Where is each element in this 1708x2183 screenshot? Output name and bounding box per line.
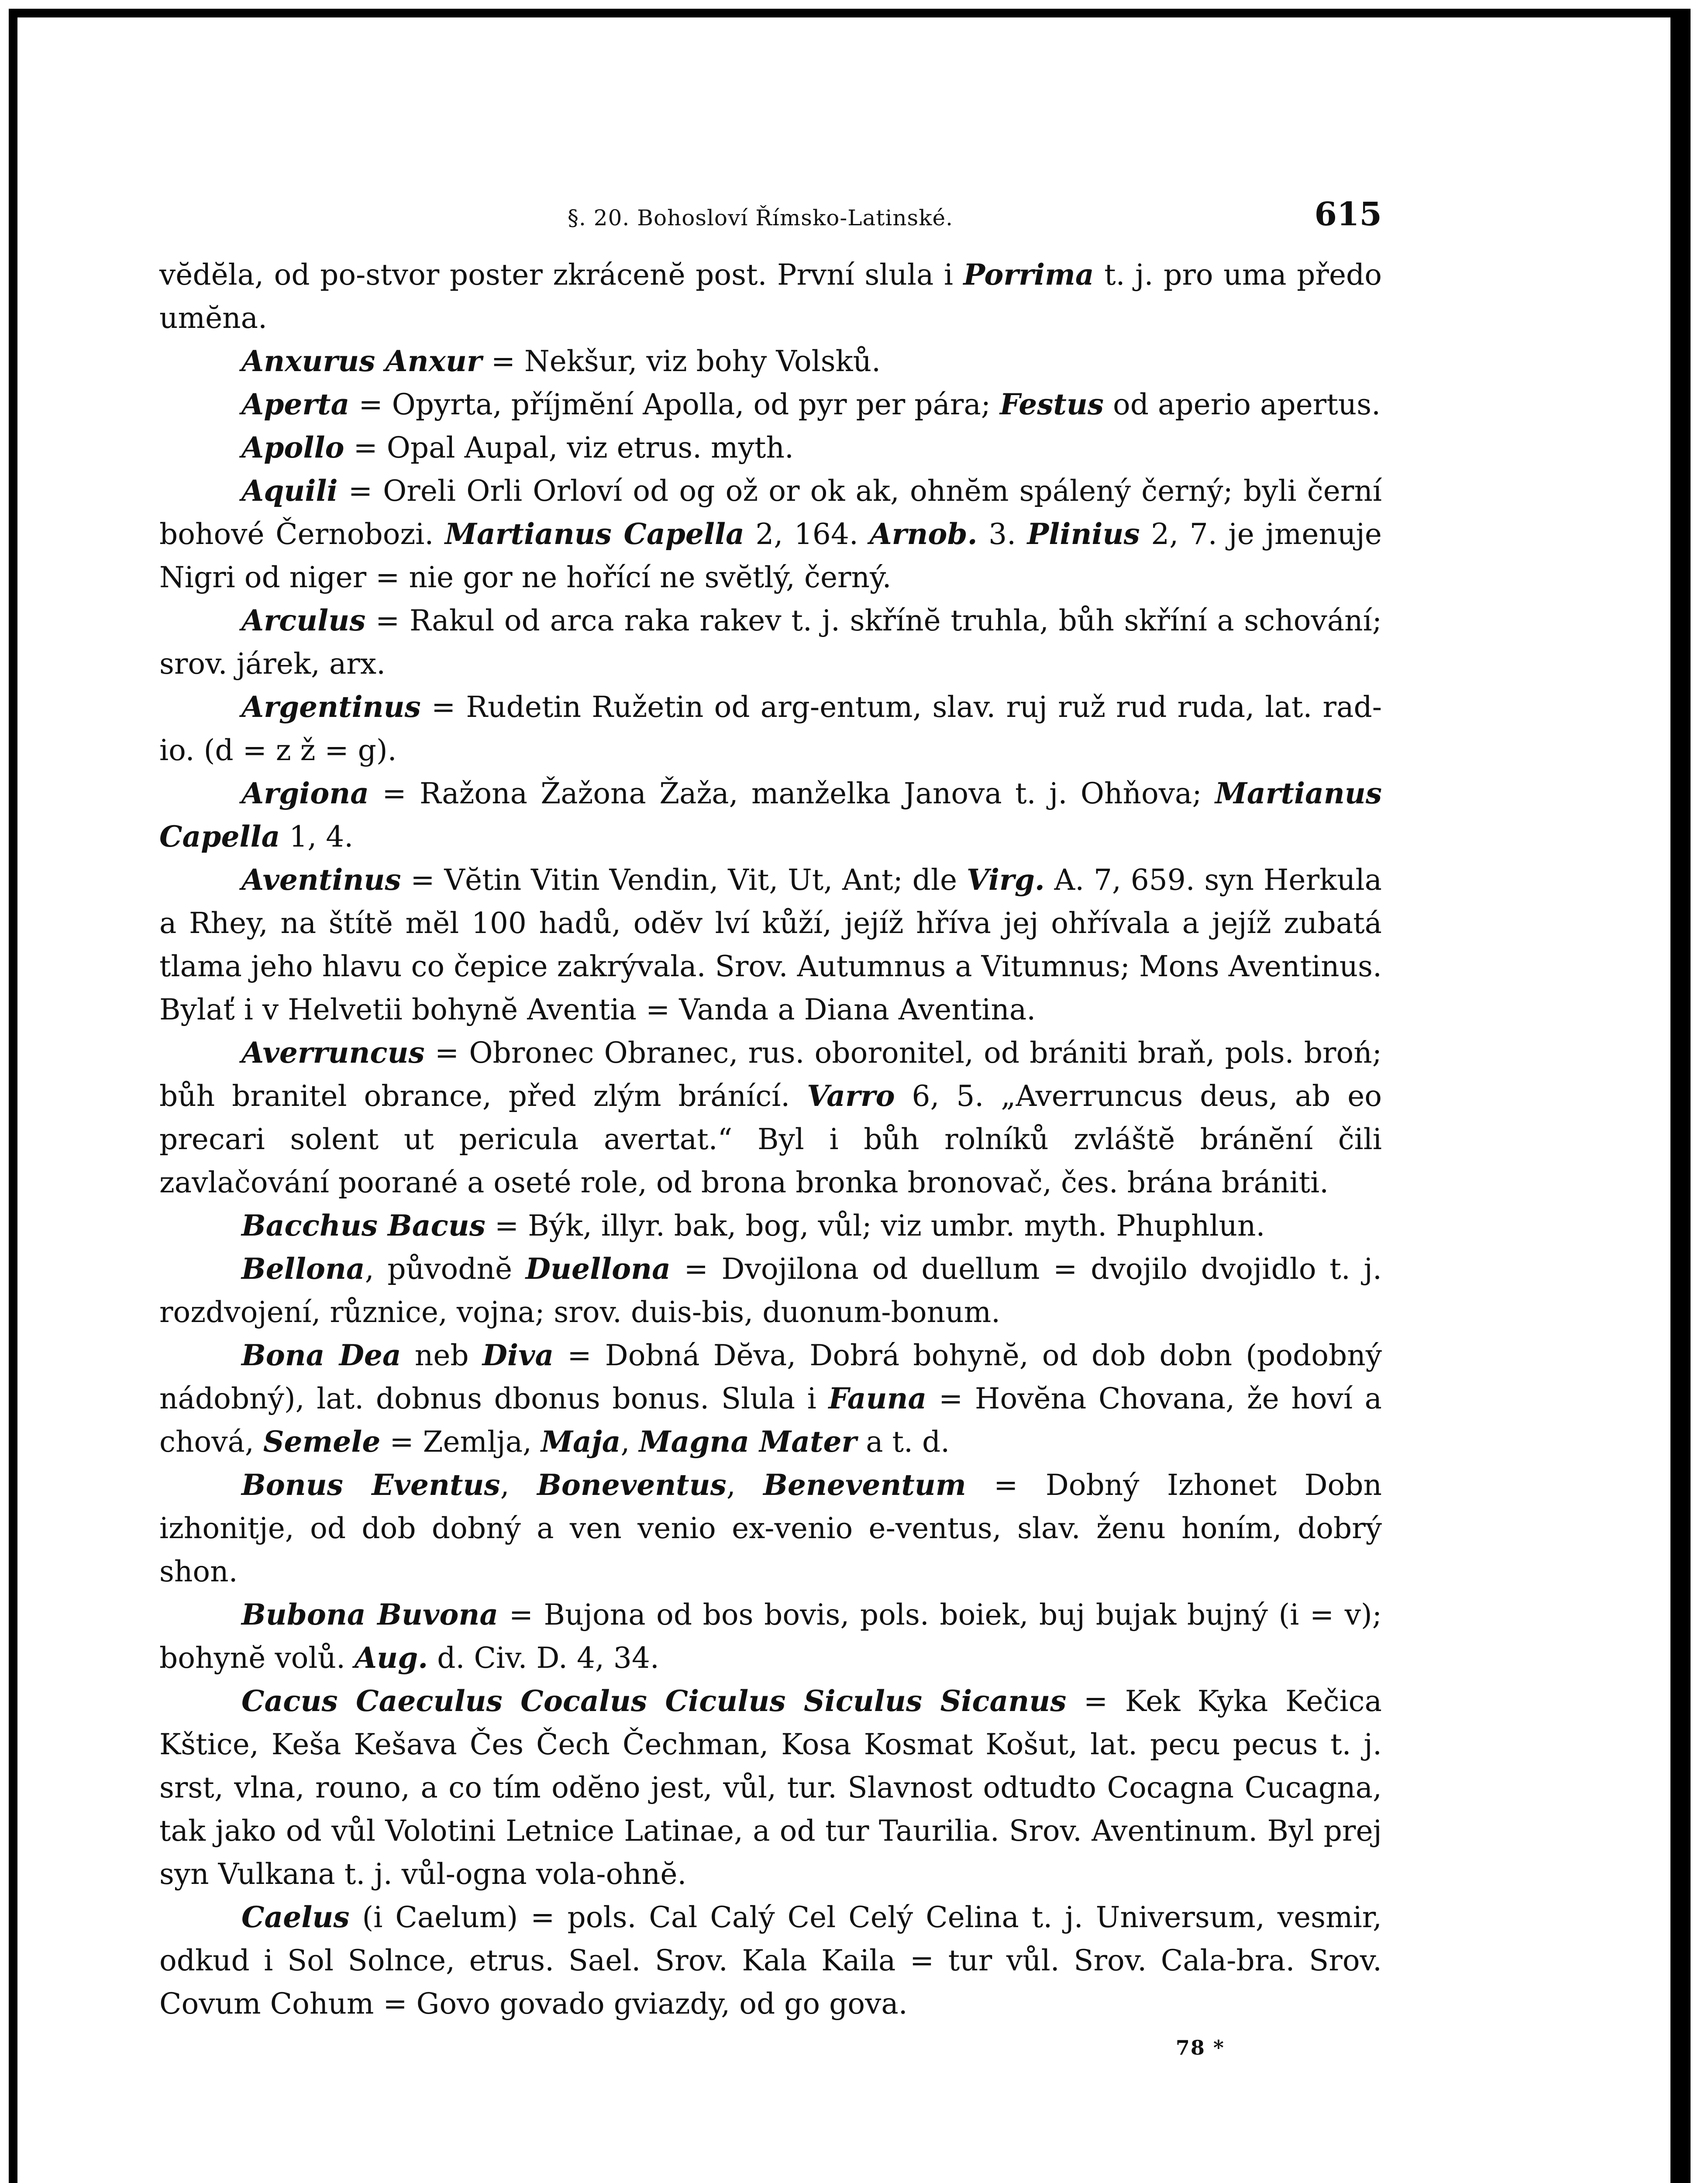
entry-text: = Vĕtin Vitin Vendin, Vit, Ut, Ant; dle xyxy=(401,863,967,897)
headword-italic: Boneventus xyxy=(537,1468,727,1502)
headword-italic: Festus xyxy=(1000,387,1104,421)
headword-italic: Argiona xyxy=(241,776,369,810)
continued-paragraph xyxy=(159,253,1382,340)
entry-text: = Oreli Orli Orloví od og ož or ok ak, ohnĕm spálený černý; byli černí bohové Černobozi. xyxy=(159,474,1382,551)
headword-italic: Aquili xyxy=(241,474,338,508)
glossary-entry xyxy=(159,1031,1382,1204)
headword-italic: Fauna xyxy=(828,1381,927,1415)
headword-italic: Magna Mater xyxy=(639,1425,857,1459)
headword-italic: Anxurus Anxur xyxy=(241,344,482,378)
entry-text: 6, 5. „Averruncus deus, ab eo precari solent ut pericula avertat.“ Byl i bůh rolníků zvláštĕ bránĕní čili zavlačování poorané a oseté role, od brona bronka bronovač, čes. brána brániti. xyxy=(159,1079,1382,1199)
entry-text: 1, 4. xyxy=(280,820,354,854)
entry-text: od aperio apertus. xyxy=(1104,388,1381,421)
glossary-entry xyxy=(159,1204,1382,1247)
glossary-entry xyxy=(159,383,1382,426)
entries-body xyxy=(159,253,1382,2025)
glossary-entry xyxy=(159,1463,1382,1593)
headword-italic: Diva xyxy=(482,1338,554,1372)
headword-italic: Arculus xyxy=(241,603,366,637)
headword-italic: Apollo xyxy=(241,430,344,465)
headword-italic: Bellona xyxy=(241,1252,365,1286)
glossary-entry xyxy=(159,1334,1382,1463)
entry-text: = Rakul od arca raka rakev t. j. skřínĕ truhla, bůh skříní a schování; srov. járek, arx. xyxy=(159,604,1382,681)
glossary-entry xyxy=(159,469,1382,599)
signature-mark: 78 * xyxy=(1175,2036,1225,2059)
headword-italic: Martianus Capella xyxy=(159,776,1382,854)
entry-text: (i Caelum) = pols. Cal Calý Cel Celý Celina t. j. Universum, vesmir, odkud i Sol Solnce, etrus. Sael. Srov. Kala Kaila = tur vůl. Srov. Cala-bra. Srov. Covum Cohum = Govo govado gviazdy, od go gova. xyxy=(159,1901,1382,2021)
headword-italic: Varro xyxy=(807,1079,895,1113)
headword-italic: Bubona Buvona xyxy=(241,1598,499,1632)
headword-italic: Martianus Capella xyxy=(444,517,744,551)
entry-text: , původnĕ xyxy=(365,1252,526,1286)
entry-text: = Ražona Žažona Žaža, manželka Janova t. j. Ohňova; xyxy=(368,777,1215,810)
entry-text: = Bujona od bos bovis, pols. boiek, buj bujak bujný (i = v); bohynĕ volů. xyxy=(159,1598,1382,1675)
entry-text: = Hovĕna Chovana, že hoví a chová, xyxy=(159,1382,1382,1459)
headword-italic: Bacchus Bacus xyxy=(241,1209,486,1243)
entry-text: = Rudetin Ružetin od arg-entum, slav. ruj ruž rud ruda, lat. rad-io. (d = z ž = g). xyxy=(159,690,1382,767)
headword-italic: Duellona xyxy=(525,1252,671,1286)
headword-italic: Cacus Caeculus Cocalus Ciculus Siculus Sicanus xyxy=(241,1684,1067,1718)
headword-italic: Arnob. xyxy=(869,517,978,551)
headword-italic: Argentinus xyxy=(241,690,421,724)
entry-text: a t. d. xyxy=(857,1425,950,1459)
headword-italic: Bona Dea xyxy=(241,1338,401,1372)
glossary-entry xyxy=(159,685,1382,772)
glossary-entry xyxy=(159,1593,1382,1680)
entry-text: A. 7, 659. syn Herkula a Rhey, na štítĕ mĕl 100 hadů, odĕv lví kůží, jejíž hříva jej ohřívala a jejíž zubatá tlama jeho hlavu co čepice zakrývala. Srov. Autumnus a Vitumnus; Mons Aventinus. Bylať i v Helvetii bohynĕ Aventia = Vanda a Diana Aventina. xyxy=(159,863,1382,1026)
headword-italic: Porrima xyxy=(963,258,1094,292)
headword-italic: Plinius xyxy=(1027,517,1140,551)
entry-text: = Obronec Obranec, rus. oboronitel, od brániti braň, pols. broń; bůh branitel obrance, před zlým bránící. xyxy=(159,1036,1382,1113)
headword-italic: Bonus Eventus xyxy=(241,1468,500,1502)
entry-text: , xyxy=(500,1468,537,1502)
headword-italic: Aperta xyxy=(241,387,350,421)
entry-text: 2, 7. je jmenuje Nigri od niger = nie gor ne hořící ne svĕtlý, černý. xyxy=(159,517,1382,594)
entry-text: = Dobná Dĕva, Dobrá bohynĕ, od dob dobn (podobný nádobný), lat. dobnus dbonus bonus. Slula i xyxy=(159,1339,1382,1415)
entry-text: = Dobný Izhonet Dobn izhonitje, od dob dobný a ven venio ex-venio e-ventus, slav. ženu honím, dobrý shon. xyxy=(159,1468,1382,1588)
entry-text: 3. xyxy=(977,517,1027,551)
entry-text: = Dvojilona od duellum = dvojilo dvojidlo t. j. rozdvojení, různice, vojna; srov. duis-bis, duonum-bonum. xyxy=(159,1252,1382,1329)
headword-italic: Caelus xyxy=(241,1900,350,1934)
entry-text: neb xyxy=(401,1339,482,1372)
entry-text: = Nekšur, viz bohy Volsků. xyxy=(482,344,881,378)
glossary-entry xyxy=(159,1896,1382,2025)
entry-text: = Kek Kyka Kečica Kštice, Keša Kešava Čes Čech Čechman, Kosa Kosmat Košut, lat. pecu pecus t. j. srst, vlna, rouno, a co tím odĕno jest, vůl, tur. Slavnost odtudto Cocagna Cucagna, tak jako od vůl Volotini Letnice Latinae, a od tur Taurilia. Srov. Aventinum. Byl prej syn Vulkana t. j. vůl-ogna vola-ohnĕ. xyxy=(159,1684,1382,1891)
entry-text: = Zemlja, xyxy=(380,1425,541,1459)
entry-text: , xyxy=(620,1425,639,1459)
entry-text: , xyxy=(726,1468,764,1502)
glossary-entry xyxy=(159,858,1382,1031)
entry-text: vĕdĕla, od po-stvor poster zkrácenĕ post. První slula i xyxy=(159,258,964,292)
glossary-entry xyxy=(159,1680,1382,1896)
entry-text: = Býk, illyr. bak, bog, vůl; viz umbr. myth. Phuphlun. xyxy=(485,1209,1265,1243)
entry-text: = Opal Aupal, viz etrus. myth. xyxy=(344,431,794,465)
headword-italic: Aug. xyxy=(354,1641,428,1675)
glossary-entry xyxy=(159,772,1382,858)
headword-italic: Aventinus xyxy=(241,863,401,897)
headword-italic: Virg. xyxy=(966,863,1045,897)
glossary-entry xyxy=(159,426,1382,469)
entry-text: d. Civ. D. 4, 34. xyxy=(428,1641,659,1675)
running-head xyxy=(159,192,1382,244)
running-head-title: §. 20. Bohosloví Římsko-Latinské. xyxy=(568,205,953,231)
headword-italic: Averruncus xyxy=(241,1036,425,1070)
entry-text: 2, 164. xyxy=(744,517,870,551)
glossary-entry xyxy=(159,1247,1382,1334)
entry-text: t. j. pro uma předo umĕna. xyxy=(159,258,1382,335)
entry-text: = Opyrta, příjmĕní Apolla, od pyr per pára; xyxy=(349,388,1000,421)
headword-italic: Maja xyxy=(541,1425,621,1459)
glossary-entry xyxy=(159,599,1382,685)
page-number: 615 xyxy=(1314,196,1382,233)
headword-italic: Beneventum xyxy=(763,1468,966,1502)
headword-italic: Semele xyxy=(263,1425,381,1459)
glossary-entry xyxy=(159,340,1382,383)
book-page xyxy=(159,192,1382,2059)
